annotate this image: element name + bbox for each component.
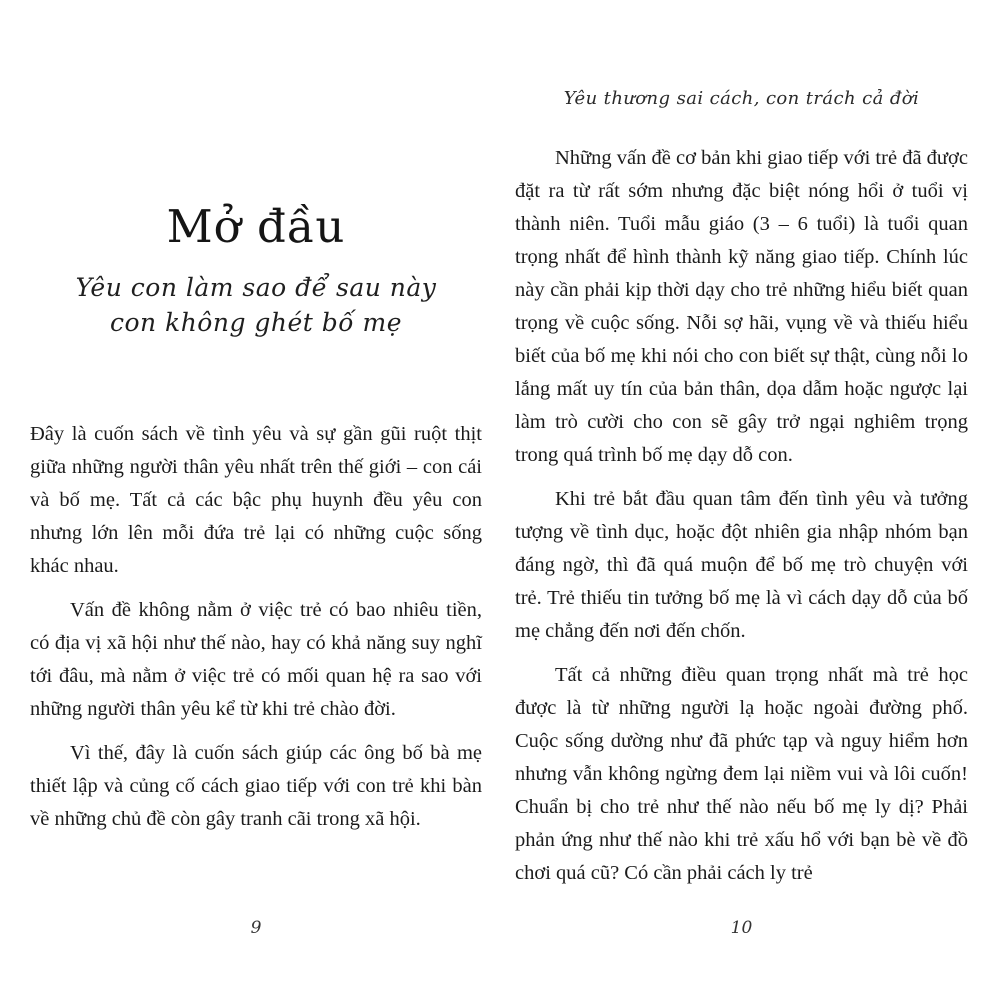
page-number-left: 9 [250, 918, 262, 938]
right-paragraph-2: Khi trẻ bắt đầu quan tâm đến tình yêu và tưởng tượng về tình dục, hoặc đột nhiên gia nhập nhóm bạn đáng ngờ, thì đã quá muộn để bố mẹ trò chuyện với trẻ. Trẻ thiếu tin tưởng bố mẹ là vì cách dạy dỗ của bố mẹ chẳng đến nơi đến chốn. [515, 488, 968, 642]
page-number-right: 10 [730, 918, 753, 938]
left-paragraph-3: Vì thế, đây là cuốn sách giúp các ông bố bà mẹ thiết lập và củng cố cách giao tiếp với con trẻ khi bàn về những chủ đề còn gây tranh cãi trong xã hội. [30, 742, 482, 830]
chapter-subtitle-line-1: Yêu con làm sao để sau này [75, 273, 437, 302]
left-paragraph-2: Vấn đề không nằm ở việc trẻ có bao nhiêu tiền, có địa vị xã hội như thế nào, hay có khả năng suy nghĩ tới đâu, mà nằm ở việc trẻ có mối quan hệ ra sao với những người thân yêu kể từ khi trẻ chào đời. [30, 599, 482, 720]
chapter-title: Mở đầu [166, 200, 346, 253]
running-header: Yêu thương sai cách, con trách cả đời [563, 88, 920, 109]
chapter-subtitle-line-2: con không ghét bố mẹ [109, 308, 403, 337]
page-right [515, 0, 968, 1000]
page-left [30, 0, 482, 1000]
right-page-body [515, 142, 968, 901]
left-paragraph-1: Đây là cuốn sách về tình yêu và sự gần gũi ruột thịt giữa những người thân yêu nhất trên thế giới – con cái và bố mẹ. Tất cả các bậc phụ huynh đều yêu con nhưng lớn lên mỗi đứa trẻ lại có những cuộc sống khác nhau. [30, 423, 482, 577]
right-paragraph-1: Những vấn đề cơ bản khi giao tiếp với trẻ đã được đặt ra từ rất sớm nhưng đặc biệt nóng hổi ở tuổi vị thành niên. Tuổi mẫu giáo (3 – 6 tuổi) là tuổi quan trọng nhất để hình thành kỹ năng giao tiếp. Chính lúc này cần phải kịp thời dạy cho trẻ những hiểu biết quan trọng về cuộc sống. Nỗi sợ hãi, vụng về và thiếu hiểu biết của bố mẹ khi nói cho con biết sự thật, cùng nỗi lo lắng mất uy tín của bản thân, dọa dẫm hoặc ngược lại làm trò cười cho con sẽ gây trở ngại nghiêm trọng trong quá trình bố mẹ dạy dỗ con. [515, 147, 968, 466]
left-page-body [30, 418, 482, 847]
right-paragraph-3: Tất cả những điều quan trọng nhất mà trẻ học được là từ những người lạ hoặc ngoài đường phố. Cuộc sống dường như đã phức tạp và nguy hiểm hơn nhưng vẫn không ngừng đem lại niềm vui và lôi cuốn! Chuẩn bị cho trẻ như thế nào nếu bố mẹ ly dị? Phải phản ứng như thế nào khi trẻ xấu hổ với bạn bè về đồ chơi quá cũ? Có cần phải cách ly trẻ [515, 664, 968, 884]
chapter-subtitle [30, 270, 482, 340]
